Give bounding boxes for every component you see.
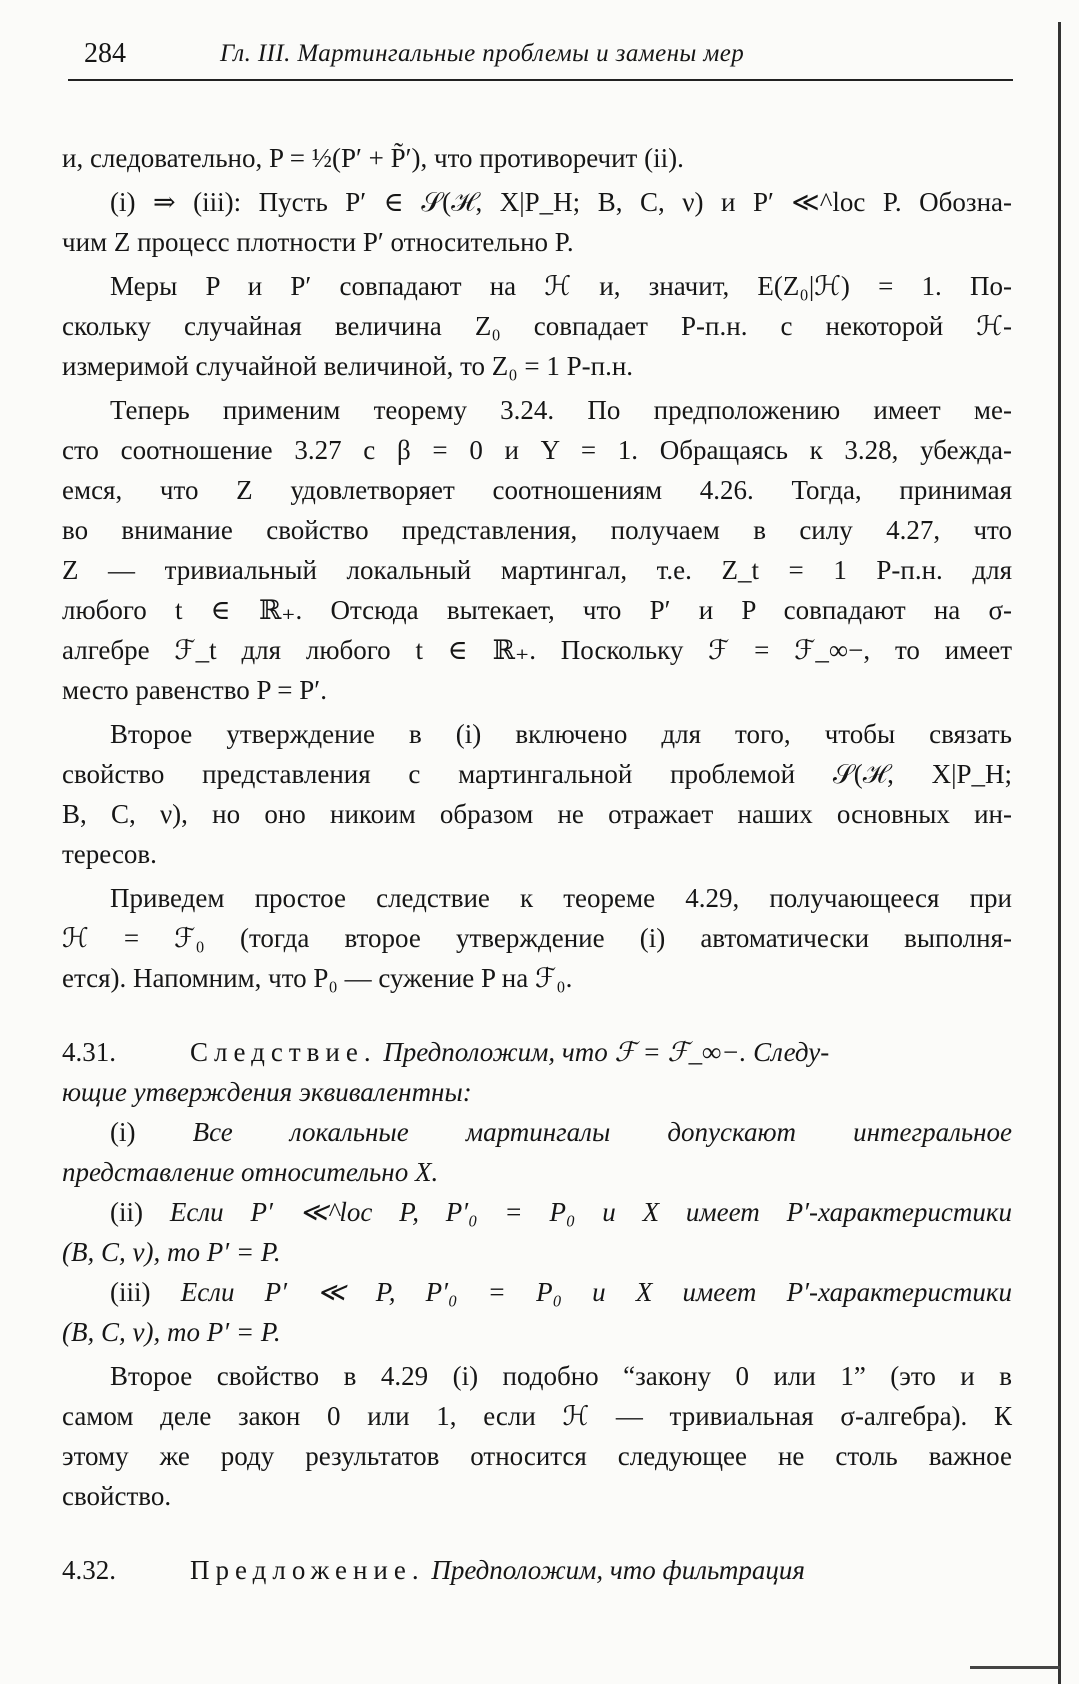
text-line: самом деле закон 0 или 1, если ℋ — тривиальная σ-алгебра). К xyxy=(62,1401,1012,1431)
corollary-label: Следствие. xyxy=(190,1037,377,1067)
text-line: измеримой случайной величиной, то Z₀ = 1 P-п.н. xyxy=(62,351,634,381)
text-line: ется). Напомним, что P₀ — сужение P на ℱ₀. xyxy=(62,963,573,993)
text-line: чим Z процесс плотности P′ относительно P. xyxy=(62,227,574,257)
text-line: алгебре ℱ_t для любого t ∈ ℝ₊. Поскольку ℱ = ℱ_∞−, то имеет xyxy=(62,635,1012,665)
text-line: во внимание свойство представления, получаем в силу 4.27, что xyxy=(62,515,1012,545)
text-line: этому же роду результатов относится следующее не столь важное xyxy=(62,1441,1012,1471)
text-line: B, C, ν), но оно никоим образом не отражает наших основных ин- xyxy=(62,799,1012,829)
text-line: (B, C, ν), то P′ = P. xyxy=(62,1317,281,1347)
text-line xyxy=(62,1112,1012,1152)
running-title: Гл. III. Мартингальные проблемы и замены мер xyxy=(220,40,745,67)
proposition-heading xyxy=(62,1550,1012,1590)
proposition-number: 4.32. xyxy=(62,1555,116,1585)
text-line: (i) ⇒ (iii): Пусть P′ ∈ 𝒮(ℋ, X|P_H; B, C, ν) и P′ ≪^loc P. Обозна- xyxy=(110,187,1012,217)
text-line: свойство представления с мартингальной проблемой 𝒮(ℋ, X|P_H; xyxy=(62,759,1012,789)
corollary-heading xyxy=(62,1032,1012,1072)
item-marker: (ii) xyxy=(110,1197,143,1227)
corollary-number: 4.31. xyxy=(62,1037,116,1067)
text-line: тересов. xyxy=(62,839,157,869)
item-text: Все локальные мартингалы допускают интегральное xyxy=(192,1117,1013,1147)
text-line xyxy=(62,1192,1012,1232)
text-line: Приведем простое следствие к теореме 4.29, получающееся при xyxy=(110,883,1012,913)
header-rule xyxy=(68,79,1013,81)
item-marker: (i) xyxy=(110,1117,136,1147)
text-line: свойство. xyxy=(62,1481,172,1511)
text-line xyxy=(62,1272,1012,1312)
page-bottom-mark xyxy=(970,1666,1060,1669)
proposition-statement: Предположим, что фильтрация xyxy=(431,1555,805,1585)
text-line: представление относительно X. xyxy=(62,1157,439,1187)
page-header xyxy=(62,38,1012,78)
text-line: Теперь применим теорему 3.24. По предположению имеет ме- xyxy=(110,395,1012,425)
proposition-label: Предложение. xyxy=(190,1555,425,1585)
corollary-statement: Предположим, что ℱ = ℱ_∞−. Следу- xyxy=(383,1037,830,1067)
page-edge-rule xyxy=(1058,22,1061,1684)
text-line: сто соотношение 3.27 с β = 0 и Y = 1. Обращаясь к 3.28, убежда- xyxy=(62,435,1012,465)
page-body xyxy=(62,138,1012,1590)
text-line: ющие утверждения эквивалентны: xyxy=(62,1077,472,1107)
text-line: и, следовательно, P = ½(P′ + P̃′), что противоречит (ii). xyxy=(62,143,684,173)
page-number: 284 xyxy=(84,38,126,69)
item-text: Если P′ ≪^loc P, P′₀ = P₀ и X имеет P′-характеристики xyxy=(169,1197,1012,1227)
text-line: Z — тривиальный локальный мартингал, т.е. Z_t = 1 P-п.н. для xyxy=(62,555,1012,585)
text-line: Меры P и P′ совпадают на ℋ и, значит, E(Z₀|ℋ) = 1. По- xyxy=(110,271,1012,301)
item-text: Если P′ ≪ P, P′₀ = P₀ и X имеет P′-характеристики xyxy=(180,1277,1012,1307)
text-line: (B, C, ν), то P′ = P. xyxy=(62,1237,281,1267)
text-line: Второе свойство в 4.29 (i) подобно “закону 0 или 1” (это и в xyxy=(110,1361,1012,1391)
item-marker: (iii) xyxy=(110,1277,151,1307)
text-line: ℋ = ℱ₀ (тогда второе утверждение (i) автоматически выполня- xyxy=(62,923,1012,953)
text-line: место равенство P = P′. xyxy=(62,675,327,705)
text-line: емся, что Z удовлетворяет соотношениям 4.26. Тогда, принимая xyxy=(62,475,1012,505)
text-line: Второе утверждение в (i) включено для того, чтобы связать xyxy=(110,719,1012,749)
text-line: любого t ∈ ℝ₊. Отсюда вытекает, что P′ и P совпадают на σ- xyxy=(62,595,1012,625)
text-line: скольку случайная величина Z₀ совпадает P-п.н. с некоторой ℋ- xyxy=(62,311,1012,341)
